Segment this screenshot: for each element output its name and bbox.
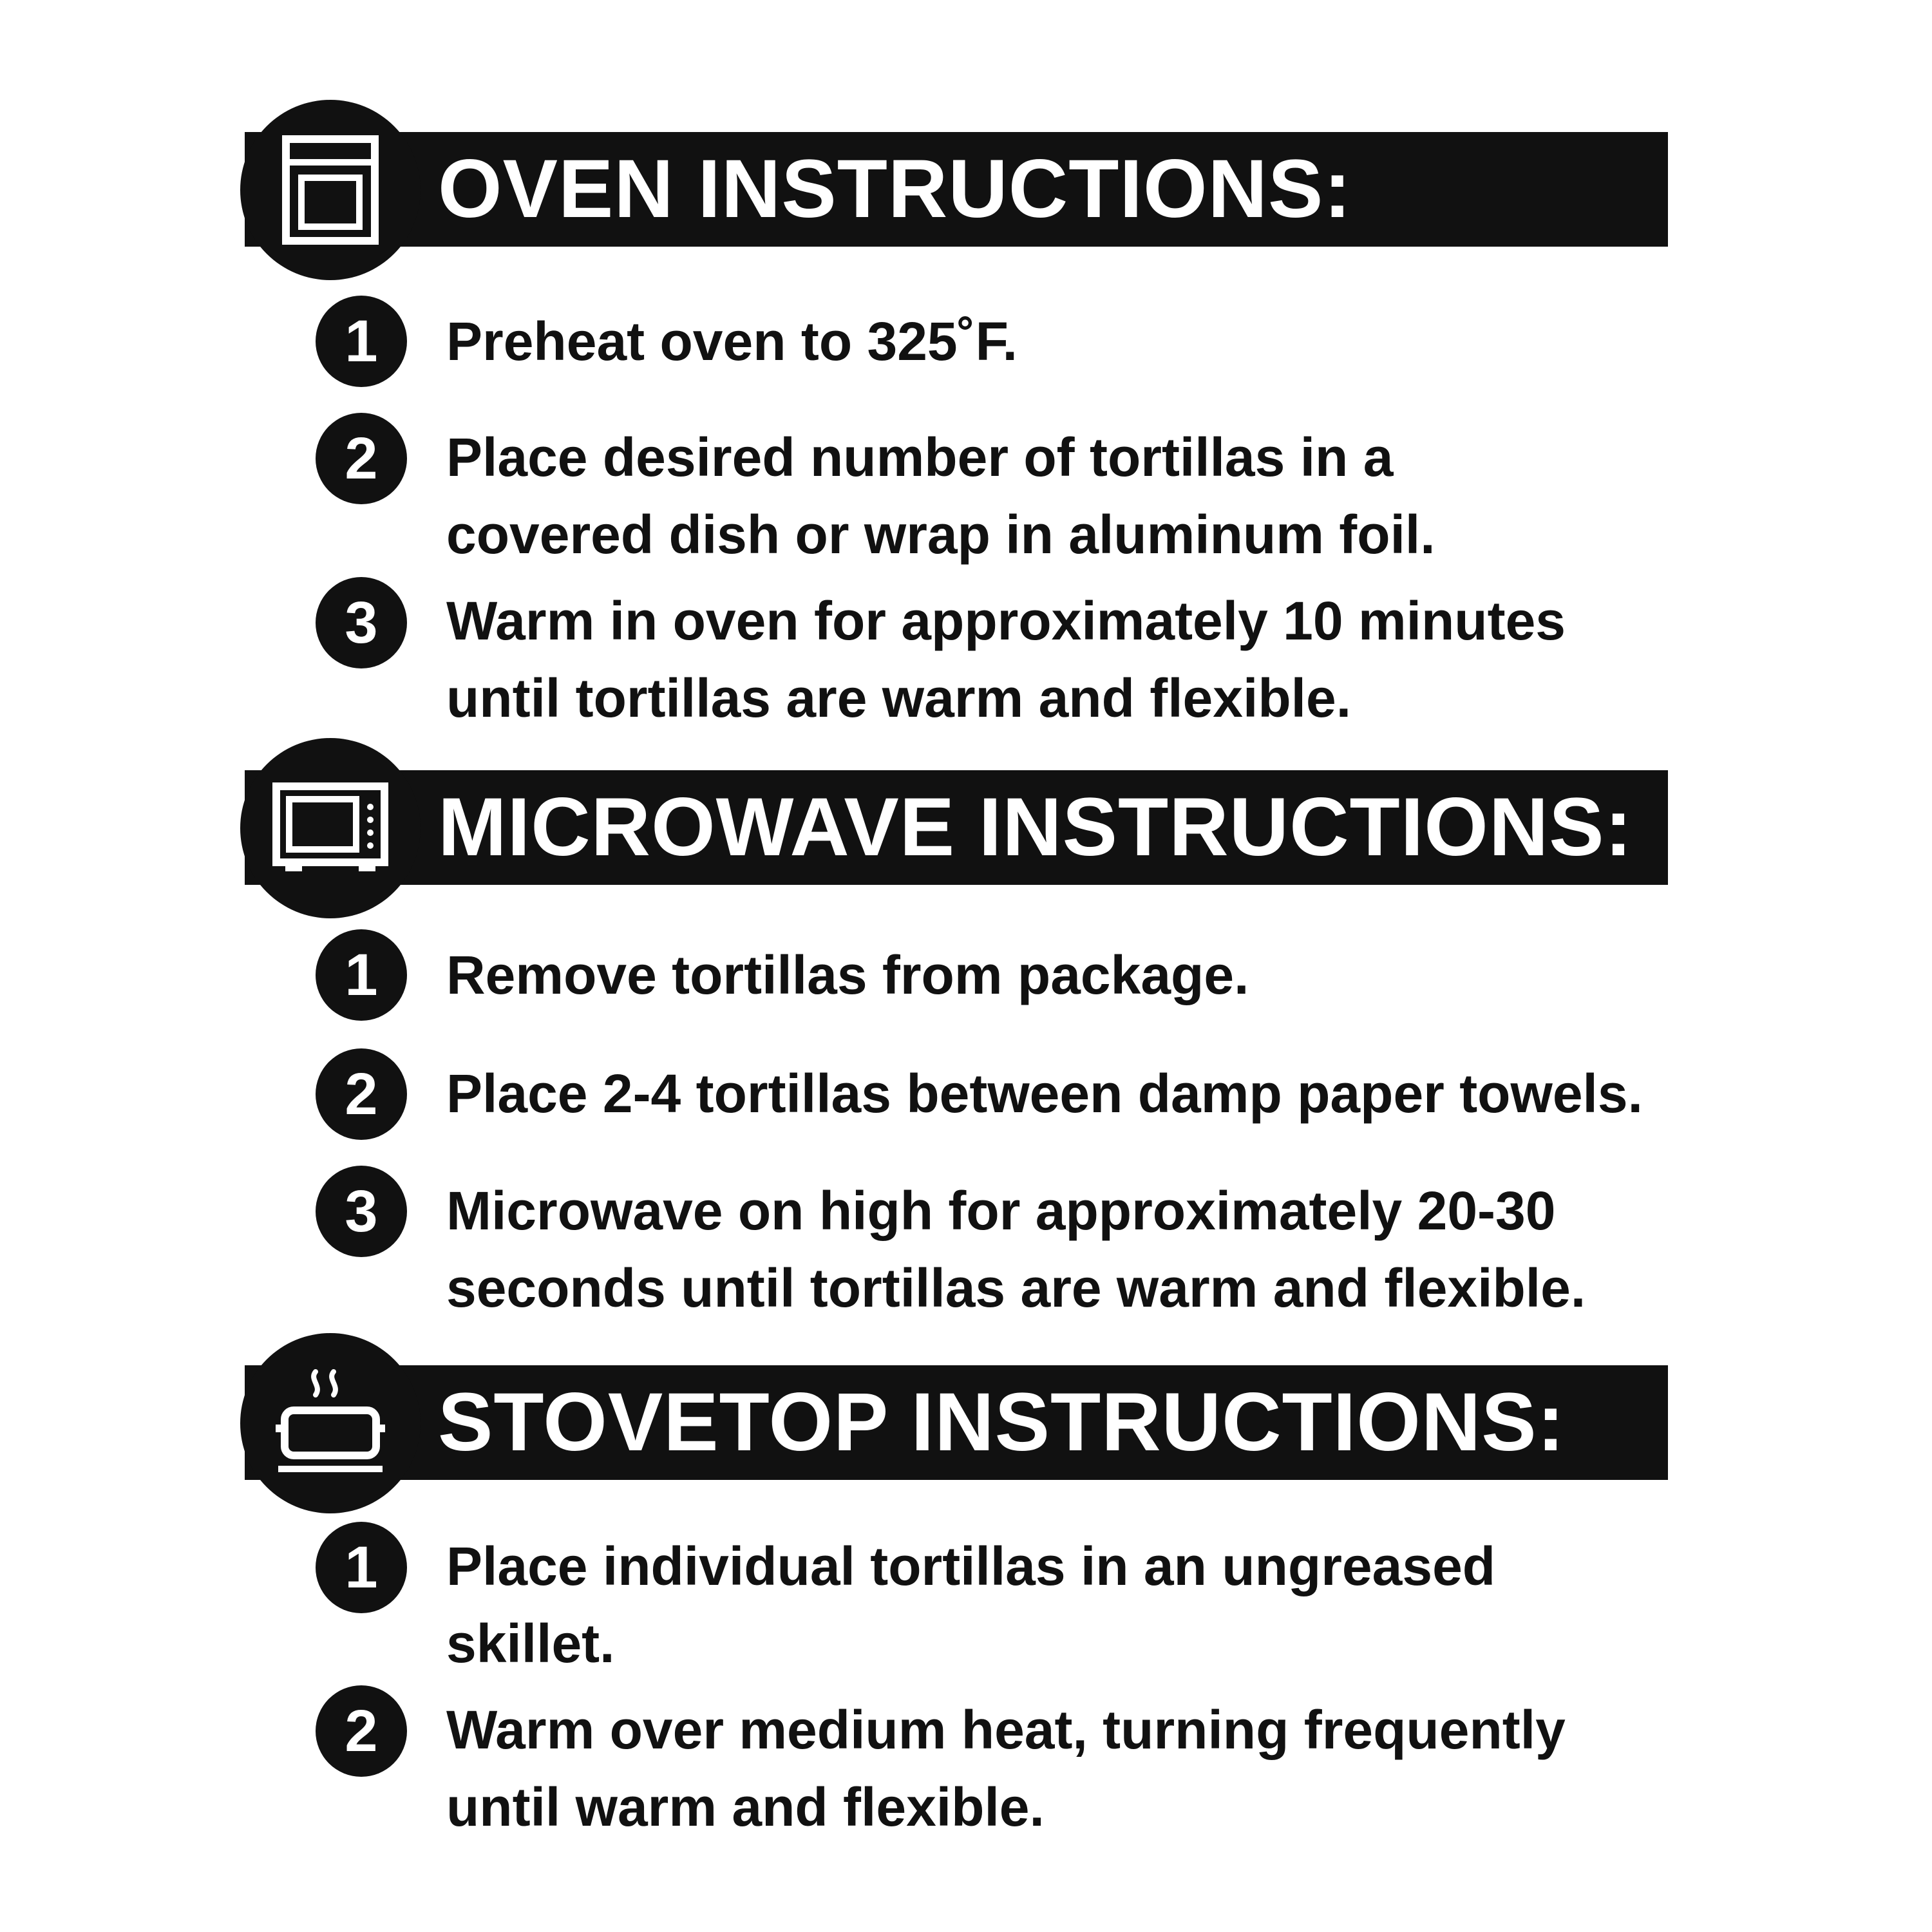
stovetop-step-1-text: Place individual tortillas in an ungreased skillet. bbox=[446, 1536, 1496, 1674]
microwave-step-3-number: 3 bbox=[316, 1166, 407, 1257]
stovetop-step-1-number: 1 bbox=[316, 1522, 407, 1613]
oven-header-title: OVEN INSTRUCTIONS: bbox=[438, 143, 1352, 235]
microwave-step-2-number: 2 bbox=[316, 1048, 407, 1140]
stovetop-step-2-text: Warm over medium heat, turning frequently until warm and flexible. bbox=[446, 1700, 1566, 1837]
microwave-step-1-text: Remove tortillas from package. bbox=[446, 945, 1249, 1005]
oven-step-2-number: 2 bbox=[316, 413, 407, 504]
microwave-step-3-text: Microwave on high for approximately 20-30 seconds until tortillas are warm and flexible. bbox=[446, 1180, 1586, 1318]
stovetop-header-title: STOVETOP INSTRUCTIONS: bbox=[438, 1376, 1566, 1468]
microwave-step-1-number: 1 bbox=[316, 929, 407, 1021]
oven-step-1-text: Preheat oven to 325˚F. bbox=[446, 311, 1018, 372]
microwave-step-2-text: Place 2-4 tortillas between damp paper towels. bbox=[446, 1063, 1643, 1124]
oven-step-3-number: 3 bbox=[316, 577, 407, 668]
oven-step-3-text: Warm in oven for approximately 10 minutes until tortillas are warm and flexible. bbox=[446, 591, 1566, 728]
microwave-header-title: MICROWAVE INSTRUCTIONS: bbox=[438, 781, 1633, 873]
oven-step-1-number: 1 bbox=[316, 296, 407, 387]
microwave-icon bbox=[240, 738, 421, 918]
oven-step-2-text: Place desired number of tortillas in a covered dish or wrap in aluminum foil. bbox=[446, 427, 1435, 565]
oven-icon bbox=[240, 100, 421, 280]
stovetop-step-2-number: 2 bbox=[316, 1685, 407, 1777]
steaming-pan-icon bbox=[240, 1333, 421, 1513]
